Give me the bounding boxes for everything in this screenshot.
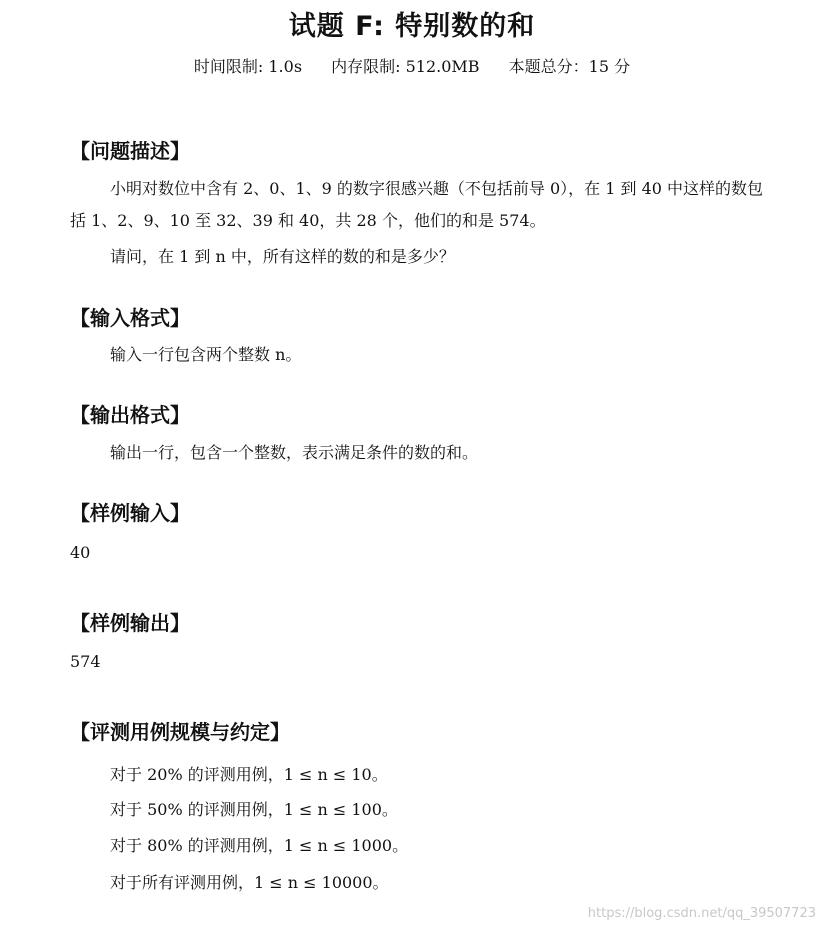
sample-input-heading: 【样例输入】 — [70, 501, 190, 525]
constraints-heading: 【评测用例规模与约定】 — [70, 720, 290, 744]
description-heading: 【问题描述】 — [70, 139, 190, 163]
output-format-text: 输出一行，包含一个整数，表示满足条件的数的和。 — [110, 443, 479, 462]
constraint-item: 对于所有评测用例，1 ≤ n ≤ 10000。 — [110, 873, 389, 892]
time-limit: 时间限制: 1.0s — [193, 57, 303, 76]
constraint-item: 对于 50% 的评测用例，1 ≤ n ≤ 100。 — [110, 800, 398, 819]
constraint-item: 对于 80% 的评测用例，1 ≤ n ≤ 1000。 — [110, 836, 409, 855]
description-question: 请问，在 1 到 n 中，所有这样的数的和是多少？ — [110, 247, 455, 266]
total-score: 本题总分：15 分 — [508, 57, 631, 76]
description-paragraph: 小明对数位中含有 2、0、1、9 的数字很感兴趣（不包括前导 0），在 1 到 40 中这样的数包括 1、2、9、10 至 32、39 和 40，共 28 个，他们的和是 574。 — [70, 179, 764, 230]
input-format-text: 输入一行包含两个整数 n。 — [110, 345, 302, 364]
watermark: https://blog.csdn.net/qq_39507723 — [587, 906, 816, 921]
sample-output-heading: 【样例输出】 — [70, 611, 190, 635]
problem-title: 试题 F: 特别数的和 — [288, 11, 536, 42]
sample-output-value: 574 — [70, 652, 101, 671]
output-format-heading: 【输出格式】 — [70, 403, 190, 427]
constraint-item: 对于 20% 的评测用例，1 ≤ n ≤ 10。 — [110, 765, 388, 784]
sample-input-value: 40 — [70, 543, 91, 562]
limits-bar — [0, 54, 824, 77]
input-format-heading: 【输入格式】 — [70, 306, 190, 330]
memory-limit: 内存限制: 512.0MB — [331, 57, 480, 76]
